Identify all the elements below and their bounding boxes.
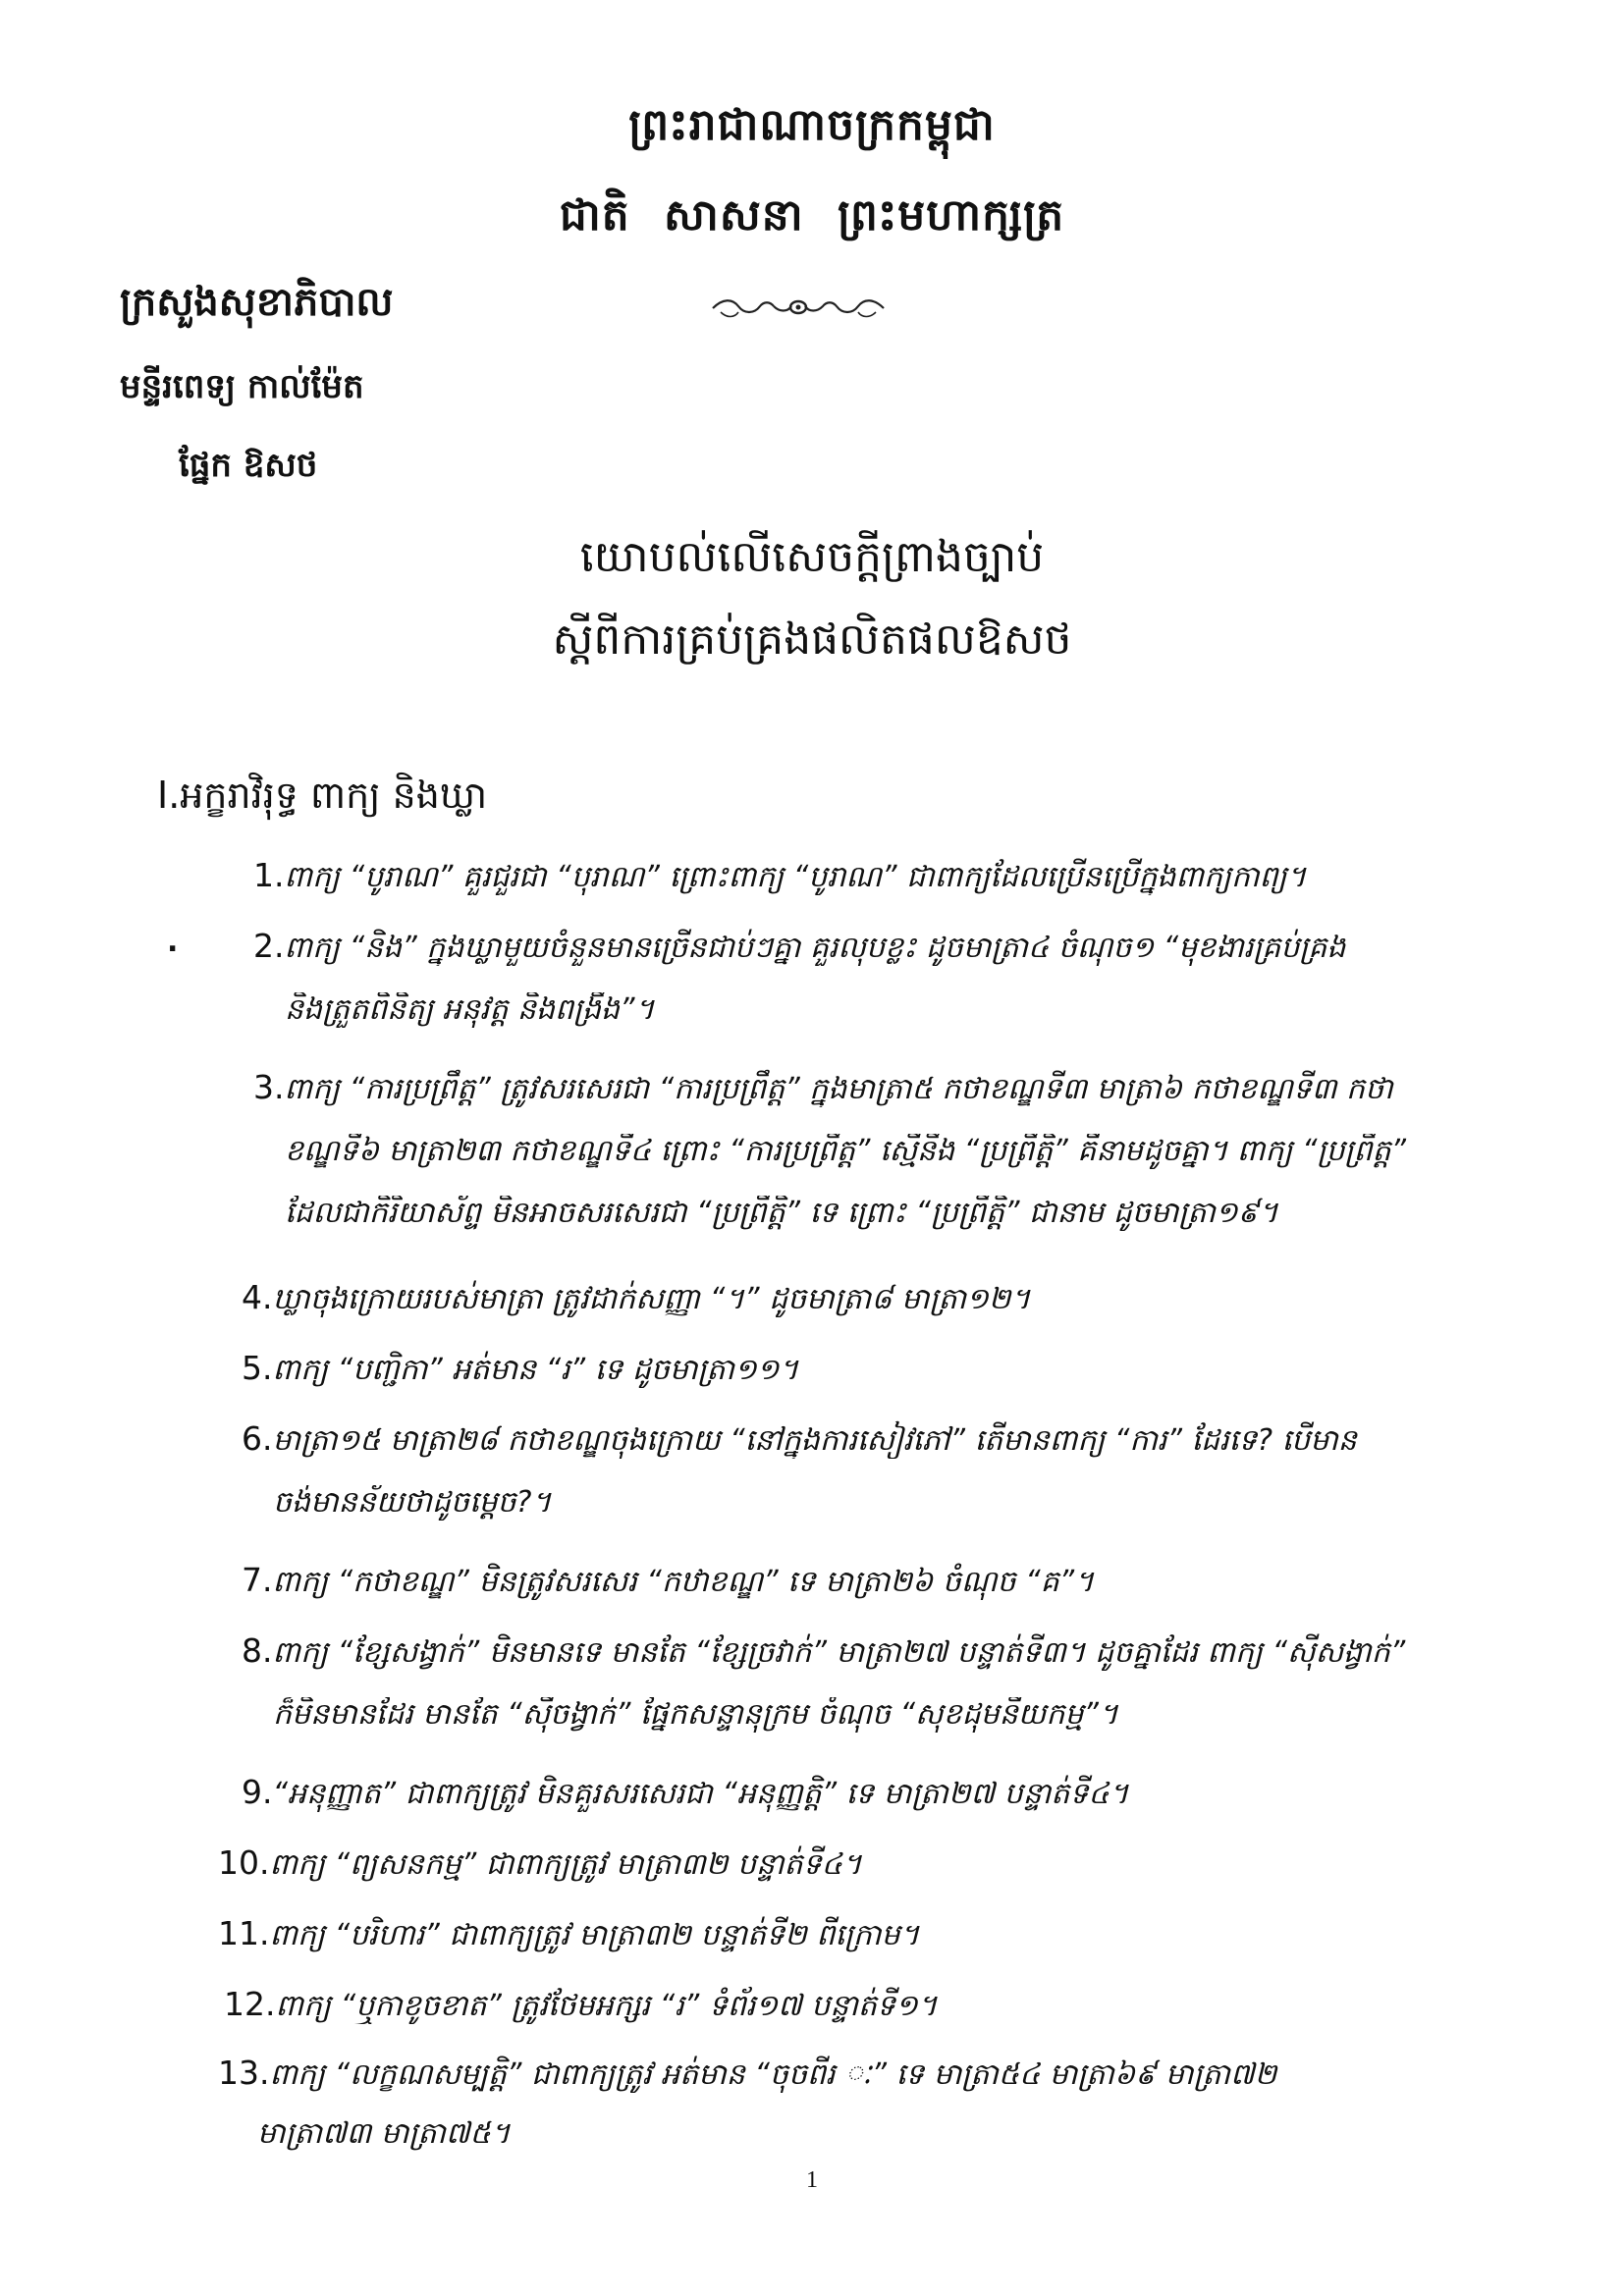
item-text-continuation: ក៏មិនមានដែរ មានតែ “ស៊ីចង្វាក់” ផ្នែកសន្ទានុក្រម ចំណុច “សុខដុមនីយកម្ម”។	[273, 1697, 1118, 1732]
stray-bullet-mark: .	[167, 925, 179, 959]
list-item	[253, 856, 1520, 895]
national-motto: ជាតិ សាសនា ព្រះមហាក្សត្រ	[559, 190, 1065, 240]
item-text: ពាក្យ “ខ្សែសង្វាក់” មិនមានទេ មានតែ “ខ្សែច្រវាក់” មាត្រា២៧ បន្ទាត់ទី៣។ ដូចគ្នាដែរ ពាក្យ “ស៊ីសង្វាក់”	[272, 1635, 1406, 1670]
item-number: 1.	[253, 856, 285, 894]
item-number: 9.	[242, 1773, 273, 1811]
page-number: 1	[806, 2167, 818, 2193]
item-text: ពាក្យ “បូរាណ” គួរជួរជា “បុរាណ” ព្រោះពាក្យ “បូរាណ” ជាពាក្យដែលប្រើនប្រើក្នុងពាក្យកាព្យ។	[284, 860, 1307, 894]
hospital-name: មន្ទីរពេទ្យ កាល់ម៉ែត	[120, 367, 364, 406]
item-number: 11.	[218, 1914, 270, 1952]
item-number: 2.	[253, 927, 285, 965]
ministry-name: ក្រសួងសុខាភិបាល	[120, 279, 394, 325]
item-text: “អនុញ្ញាត” ជាពាក្យត្រូវ មិនគួរសរសេរជា “អនុញ្ញត្តិ” ទេ មាត្រា២៧ បន្ទាត់ទី៤។	[272, 1777, 1129, 1811]
item-text: ពាក្យ “ការប្រព្រឹត្ត” ត្រូវសរសេរជា “ការប្រព្រឹត្ត” ក្នុងមាត្រា៥ កថាខណ្ឌទី៣ មាត្រា៦ កថាខណ្ឌទី៣ កថា	[284, 1072, 1393, 1106]
item-number: 3.	[253, 1068, 285, 1106]
item-text: ពាក្យ “លក្ខណសម្បត្តិ” ជាពាក្យត្រូវ អត់មាន “ចុចពីរ ៈ” ទេ មាត្រា៥៤ មាត្រា៦៩ មាត្រា៧២	[269, 2057, 1277, 2092]
list-item	[242, 1419, 1508, 1521]
list-item	[218, 1843, 1485, 1883]
item-text: ពាក្យ “កថាខណ្ឌ” មិនត្រូវសរសេរ “កឋាខណ្ឌ” ទេ មាត្រា២៦ ចំណុច “គ”។	[272, 1565, 1094, 1599]
kingdom-heading: ព្រះរាជាណាចក្រកម្ពុជា	[628, 100, 996, 150]
item-text: ពាក្យ “ឬកាខូចខាត” ត្រូវថែមអក្សរ “រ” ទំព័រ១៧ បន្ទាត់ទី១។	[275, 1989, 938, 2023]
item-text: ពាក្យ “ព្យសនកម្ម” ជាពាក្យត្រូវ មាត្រា៣២ បន្ទាត់ទី៤។	[269, 1847, 862, 1882]
item-text: មាត្រា១៥ មាត្រា២៨ កថាខណ្ឌចុងក្រោយ “នៅក្នុងការសៀវភៅ” តើមានពាក្យ “ការ” ដែរទេ? បើមាន	[272, 1423, 1357, 1458]
item-number: 8.	[242, 1631, 273, 1670]
item-number: 13.	[218, 2054, 270, 2092]
list-item	[242, 1561, 1508, 1600]
scroll-ornament-icon	[709, 291, 888, 324]
item-number: 12.	[224, 1985, 276, 2023]
item-text-continuation: មាត្រា៧៣ មាត្រា៧៥។	[257, 2116, 511, 2151]
item-text: ពាក្យ “បញ្ជិកា” អត់មាន “រ” ទេ ដូចមាត្រា១១។	[272, 1353, 799, 1387]
item-text-continuation: និងត្រួតពិនិត្យ អនុវត្ត និងពង្រឹង”។	[285, 992, 655, 1027]
item-text-continuation: ដែលជាកិរិយាស័ព្ទ មិនអាចសរសេរជា “ប្រព្រឹត្តិ” ទេ ព្រោះ “ប្រព្រឹត្តិ” ជានាម ដូចមាត្រា១៩។	[285, 1196, 1278, 1230]
list-item	[253, 1068, 1520, 1231]
list-item	[242, 1631, 1508, 1733]
item-text: ឃ្លាចុងក្រោយរបស់មាត្រា ត្រូវដាក់សញ្ញា “។” ដូចមាត្រា៨ មាត្រា១២។	[272, 1282, 1031, 1316]
item-number: 10.	[218, 1843, 270, 1882]
list-item	[242, 1278, 1508, 1317]
list-item	[224, 1985, 1490, 2024]
section-heading: I.អក្ខរាវិរុទ្ធ ពាក្យ និងឃ្លា	[157, 774, 488, 817]
item-text-continuation: ចង់មានន័យថាដូចម្តេច?។	[273, 1485, 552, 1520]
department-name: ផ្នែក ឱសថ	[179, 446, 318, 485]
document-title-line-2: ស្តីពីការគ្រប់គ្រងផលិតផលឱសថ	[552, 614, 1072, 665]
list-item	[218, 2054, 1485, 2152]
list-item	[253, 927, 1520, 1028]
list-item	[242, 1773, 1508, 1812]
list-item	[242, 1349, 1508, 1388]
document-title-line-1: យោបល់លើសេចក្តីព្រាងច្បាប់	[579, 532, 1045, 582]
item-number: 5.	[242, 1349, 273, 1387]
item-number: 7.	[242, 1561, 273, 1599]
list-item	[218, 1914, 1485, 1953]
item-number: 4.	[242, 1278, 273, 1316]
item-text-continuation: ខណ្ឌទី៦ មាត្រា២៣ កថាខណ្ឌទី៤ ព្រោះ “ការប្រព្រឹត្ត” ស្មើនឹង “ប្រព្រឹត្តិ” គឺនាមដូចគ្នា។ ពាក្យ “ប្រព្រឹត្ត”	[285, 1134, 1407, 1168]
item-text: ពាក្យ “បរិហារ” ជាពាក្យត្រូវ មាត្រា៣២ បន្ទាត់ទី២ ពីក្រោម។	[269, 1918, 920, 1952]
item-number: 6.	[242, 1419, 273, 1458]
item-text: ពាក្យ “និង” ក្នុងឃ្លាមួយចំនួនមានច្រើនជាប់ៗគ្នា គួរលុបខ្លះ ដូចមាត្រា៤ ចំណុច១ “មុខងារគ្រប់គ្រង	[284, 931, 1346, 965]
